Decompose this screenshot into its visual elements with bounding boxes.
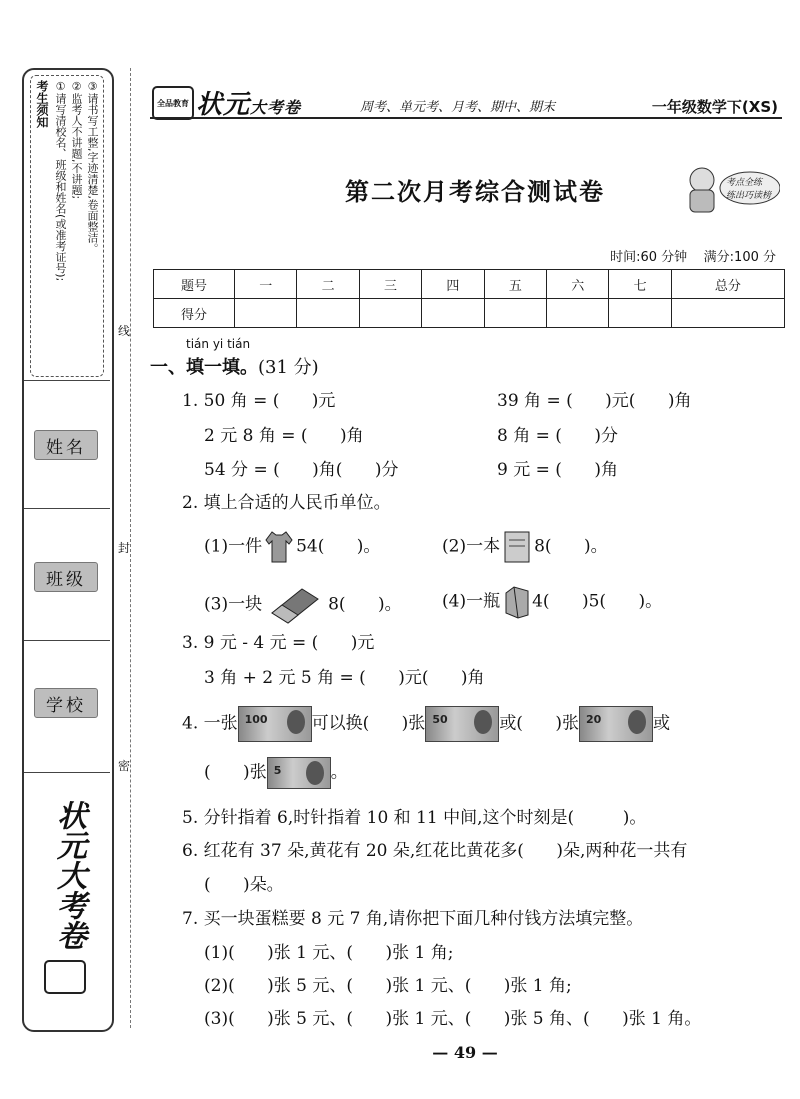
- score-input[interactable]: [235, 299, 297, 328]
- q1-e: 54 分 = ( )角( )分: [204, 460, 399, 480]
- q3-b: 3 角 + 2 元 5 角 = ( )元( )角: [204, 668, 485, 688]
- score-input[interactable]: [297, 299, 359, 328]
- banknote-100-icon: 100: [238, 706, 312, 742]
- header-tagline: 周考、单元考、月考、期中、期末: [360, 100, 556, 115]
- table-cell: 三: [359, 270, 421, 299]
- q5: 5. 分针指着 6,时针指着 10 和 11 中间,这个时刻是( )。: [182, 808, 647, 828]
- table-cell: 一: [235, 270, 297, 299]
- table-row: [154, 270, 785, 299]
- score-table: [153, 269, 785, 328]
- q6-b: ( )朵。: [204, 875, 284, 895]
- notice-title: 考生须知: [35, 80, 49, 128]
- cut-mark-xian: 线: [118, 320, 130, 341]
- logo-icon: 全品教育: [152, 86, 194, 120]
- grade-label: 一年级数学下(XS): [651, 98, 778, 116]
- table-cell: 七: [609, 270, 671, 299]
- table-cell: 六: [547, 270, 609, 299]
- divider: [24, 772, 110, 773]
- q2-3: (3)一块 8( )。: [204, 585, 402, 625]
- mascot-icon: [680, 158, 780, 218]
- divider: [24, 640, 110, 641]
- mascot-text-2: 练出巧读榜: [726, 191, 772, 201]
- q7-1: (1)( )张 1 元、( )张 1 角;: [204, 943, 454, 963]
- q1-b: 39 角 = ( )元( )角: [497, 391, 692, 411]
- q1-a: 1. 50 角 = ( )元: [182, 391, 336, 411]
- cut-line: [130, 68, 131, 1028]
- table-cell: 总分: [671, 270, 784, 299]
- table-cell: 四: [422, 270, 484, 299]
- score-input[interactable]: [359, 299, 421, 328]
- notice-item-3: ③请书写工整,字迹清楚,卷面整洁。: [86, 80, 99, 254]
- q1-c: 2 元 8 角 = ( )角: [204, 426, 364, 446]
- q7-2: (2)( )张 5 元、( )张 1 元、( )张 1 角;: [204, 976, 572, 996]
- notice-item-2: ②监考人不讲题,不讲题;: [70, 80, 83, 200]
- notice-item-1: ①请写清校名、班级和姓名(或准考证号);: [54, 80, 67, 282]
- brand-title: 状元大考卷: [196, 90, 302, 120]
- exam-meta: 时间:60 分钟 满分:100 分: [610, 250, 776, 265]
- q4-line1: 4. 一张 100 可以换( )张 50 或( )张 20 或: [182, 706, 670, 742]
- q4-line2: ( )张 5 。: [204, 757, 348, 789]
- sidebar-brand: 状元大考卷: [51, 800, 86, 950]
- bottle-icon: [502, 585, 530, 619]
- score-input[interactable]: [484, 299, 546, 328]
- mascot-text-1: 考点全练: [726, 178, 763, 188]
- banknote-5-icon: 5: [267, 757, 331, 789]
- q2-1: (1)一件 54( )。: [204, 530, 380, 564]
- q1-f: 9 元 = ( )角: [497, 460, 618, 480]
- table-cell: 二: [297, 270, 359, 299]
- q7-title: 7. 买一块蛋糕要 8 元 7 角,请你把下面几种付钱方法填完整。: [182, 909, 644, 929]
- score-input[interactable]: [547, 299, 609, 328]
- q2-title: 2. 填上合适的人民币单位。: [182, 493, 391, 513]
- cut-mark-feng: 封: [118, 537, 130, 558]
- banknote-50-icon: 50: [425, 706, 499, 742]
- sidebar-logo-icon: [44, 960, 86, 994]
- header-rule: [150, 117, 782, 119]
- eraser-icon: [268, 585, 322, 625]
- q2-4: (4)一瓶 4( )5( )。: [442, 585, 662, 619]
- q7-3: (3)( )张 5 元、( )张 1 元、( )张 5 角、( )张 1 角。: [204, 1009, 702, 1029]
- q1-d: 8 角 = ( )分: [497, 426, 618, 446]
- score-input[interactable]: [422, 299, 484, 328]
- score-input[interactable]: [609, 299, 671, 328]
- q3-a: 3. 9 元 - 4 元 = ( )元: [182, 633, 375, 653]
- cut-mark-mi: 密: [118, 755, 130, 776]
- score-input[interactable]: [671, 299, 784, 328]
- divider: [24, 508, 110, 509]
- page-title: 第二次月考综合测试卷: [345, 178, 605, 206]
- book-icon: [502, 530, 532, 564]
- table-cell: 得分: [154, 299, 235, 328]
- divider: [24, 380, 110, 381]
- school-field-label: 学校: [34, 688, 98, 718]
- section-pinyin: tián yi tián: [186, 337, 251, 351]
- q6-a: 6. 红花有 37 朵,黄花有 20 朵,红花比黄花多( )朵,两种花一共有: [182, 841, 688, 861]
- section-title: 一、填一填。(31 分): [150, 357, 319, 378]
- page-number: — 49 —: [432, 1043, 498, 1062]
- class-field-label: 班级: [34, 562, 98, 592]
- table-cell: 五: [484, 270, 546, 299]
- q2-2: (2)一本 8( )。: [442, 530, 608, 564]
- table-cell: 题号: [154, 270, 235, 299]
- name-field-label: 姓名: [34, 430, 98, 460]
- table-row: [154, 299, 785, 328]
- coat-icon: [264, 530, 294, 564]
- banknote-20-icon: 20: [579, 706, 653, 742]
